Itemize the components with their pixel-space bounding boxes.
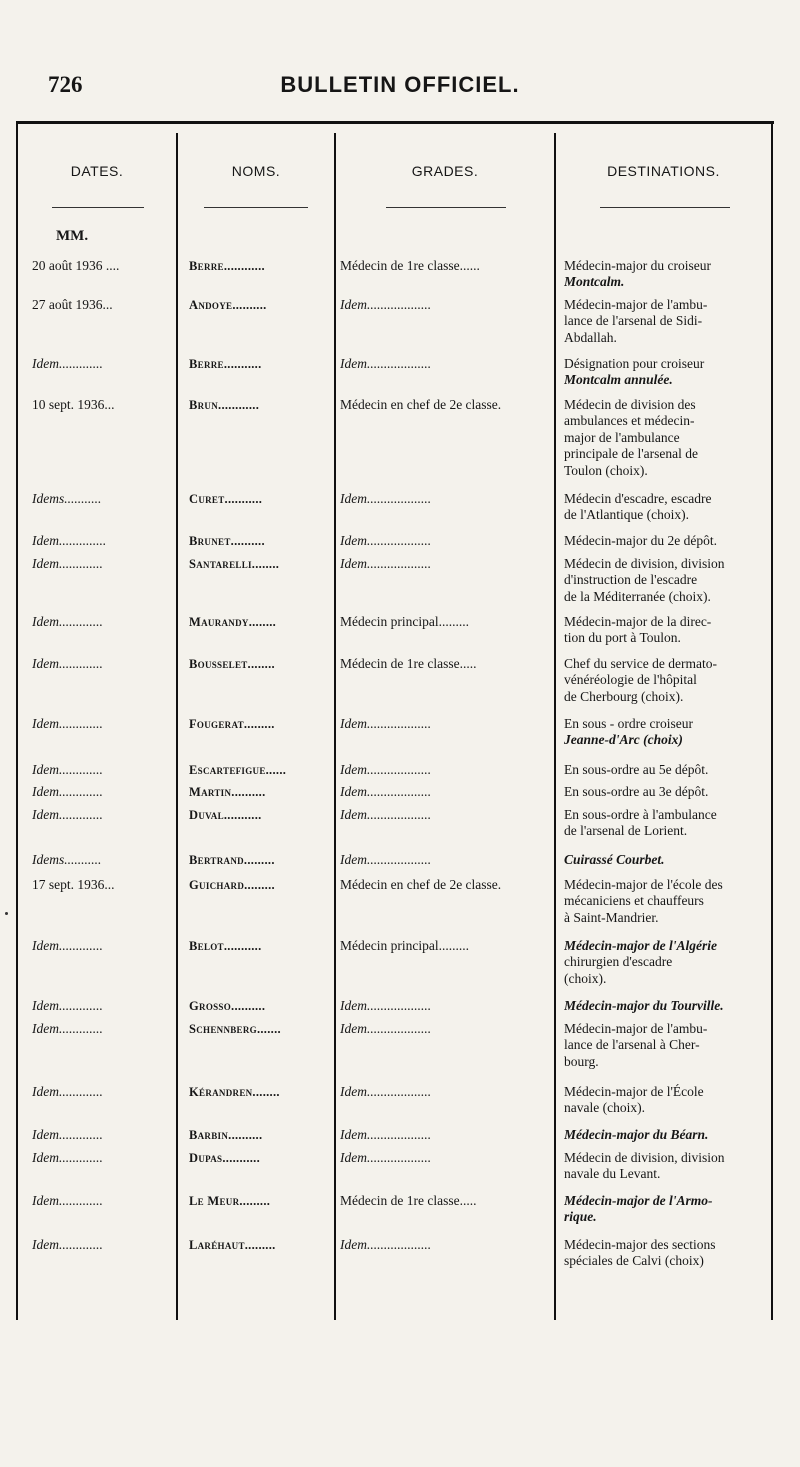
destination-cell (564, 716, 769, 749)
destination-cell (564, 656, 769, 705)
table-top-rule (16, 121, 774, 124)
destination-cell (564, 1193, 769, 1226)
destination-cell (564, 556, 769, 605)
destination-cell (564, 397, 769, 479)
name-cell: Le Meur......... (189, 1194, 271, 1208)
destination-line: Médecin-major du 2e dépôt. (564, 533, 717, 548)
column-rule-dates (176, 133, 178, 1320)
date-cell: 10 sept. 1936... (32, 397, 115, 412)
date-cell: Idem............. (32, 716, 103, 731)
column-header-noms: NOMS. (231, 163, 281, 179)
destination-line: de l'arsenal de Lorient. (564, 823, 688, 839)
destination-cell (564, 762, 769, 778)
destination-line: Médecin-major de l'ambu- (564, 297, 708, 312)
destination-line: Montcalm annulée. (564, 372, 673, 388)
header-underline (204, 207, 308, 208)
destination-cell (564, 533, 769, 549)
grade-cell: Idem................... (340, 807, 432, 822)
name-cell: Curet........... (189, 492, 263, 506)
name-cell: Kérandren........ (189, 1085, 280, 1099)
grade-cell: Idem................... (340, 356, 432, 371)
destination-line: lance de l'arsenal de Sidi- (564, 313, 703, 329)
name-cell: Brunet.......... (189, 534, 265, 548)
destination-line: Jeanne-d'Arc (choix) (564, 732, 683, 748)
header-underline (52, 207, 144, 208)
destination-line: En sous-ordre au 3e dépôt. (564, 784, 709, 799)
destination-line: de la Méditerranée (choix). (564, 588, 711, 604)
name-cell: Duval........... (189, 808, 262, 822)
date-cell: 17 sept. 1936... (32, 877, 115, 892)
destination-cell (564, 938, 769, 987)
name-cell: Belot........... (189, 939, 262, 953)
destination-line: Médecin-major des sections (564, 1237, 716, 1252)
destination-cell (564, 1237, 769, 1270)
date-cell: Idem............. (32, 1237, 103, 1252)
page-header (0, 72, 800, 106)
margin-speck (5, 912, 8, 915)
name-cell: Schennberg....... (189, 1022, 281, 1036)
grade-cell: Idem................... (340, 1084, 432, 1099)
destination-line: Cuirassé Courbet. (564, 852, 665, 867)
name-cell: Grosso.......... (189, 999, 266, 1013)
grade-cell: Médecin de 1re classe..... (340, 1193, 477, 1208)
date-cell: Idem............. (32, 784, 103, 799)
grade-cell: Médecin principal......... (340, 938, 469, 953)
destination-line: Désignation pour croiseur (564, 356, 705, 371)
date-cell: Idem............. (32, 1021, 103, 1036)
destination-cell (564, 877, 769, 926)
grade-cell: Idem................... (340, 1237, 432, 1252)
date-cell: Idem.............. (32, 533, 107, 548)
date-cell: 20 août 1936 .... (32, 258, 120, 273)
date-cell: Idem............. (32, 614, 103, 629)
destination-line: navale du Levant. (564, 1166, 661, 1182)
name-cell: Maurandy........ (189, 615, 277, 629)
grade-cell: Médecin principal......... (340, 614, 469, 629)
destination-cell (564, 998, 769, 1014)
destination-cell (564, 807, 769, 840)
name-cell: Berre........... (189, 357, 262, 371)
destination-line: mécaniciens et chauffeurs (564, 893, 704, 909)
destination-cell (564, 258, 769, 291)
column-rule-grades (554, 133, 556, 1320)
destination-line: Médecin-major de l'école des (564, 877, 723, 892)
destination-cell (564, 614, 769, 647)
column-rule-left (16, 122, 18, 1320)
name-cell: Brun............ (189, 398, 260, 412)
destination-cell (564, 356, 769, 389)
name-cell: Bousselet........ (189, 657, 275, 671)
destination-line: Médecin d'escadre, escadre (564, 491, 712, 506)
destination-line: Médecin-major de l'ambu- (564, 1021, 708, 1036)
grade-cell: Médecin en chef de 2e classe. (340, 397, 502, 412)
destination-line: ambulances et médecin- (564, 413, 695, 429)
destination-line: Médecin-major de l'Algérie (564, 938, 717, 953)
name-cell: Barbin.......... (189, 1128, 263, 1142)
destination-line: Montcalm. (564, 274, 625, 290)
grade-cell: Idem................... (340, 716, 432, 731)
grade-cell: Médecin de 1re classe..... (340, 656, 477, 671)
destination-line: Médecin-major de l'École (564, 1084, 704, 1099)
date-cell: Idem............. (32, 807, 103, 822)
grade-cell: Médecin de 1re classe...... (340, 258, 480, 273)
header-underline (386, 207, 506, 208)
destination-line: tion du port à Toulon. (564, 630, 681, 646)
name-cell: Santarelli........ (189, 557, 280, 571)
destination-line: bourg. (564, 1053, 599, 1069)
date-cell: 27 août 1936... (32, 297, 113, 312)
grade-cell: Idem................... (340, 1127, 432, 1142)
destination-line: En sous - ordre croiseur (564, 716, 693, 731)
destination-line: de l'Atlantique (choix). (564, 507, 690, 523)
destination-line: vénéréologie de l'hôpital (564, 672, 697, 688)
destination-line: Chef du service de dermato- (564, 656, 717, 671)
destination-line: Médecin-major du croiseur (564, 258, 711, 273)
destination-line: spéciales de Calvi (choix) (564, 1253, 704, 1269)
destination-line: major de l'ambulance (564, 429, 680, 445)
date-cell: Idems........... (32, 852, 102, 867)
grade-cell: Idem................... (340, 533, 432, 548)
grade-cell: Idem................... (340, 297, 432, 312)
destination-line: Médecin-major de l'Armo- (564, 1193, 713, 1208)
date-cell: Idems........... (32, 491, 102, 506)
grade-cell: Idem................... (340, 784, 432, 799)
destination-line: à Saint-Mandrier. (564, 909, 659, 925)
grade-cell: Idem................... (340, 1021, 432, 1036)
date-cell: Idem............. (32, 356, 103, 371)
page-number: 726 (48, 72, 83, 97)
grade-cell: Idem................... (340, 998, 432, 1013)
destination-line: Abdallah. (564, 329, 617, 345)
destination-line: (choix). (564, 970, 607, 986)
grade-cell: Idem................... (340, 491, 432, 506)
destination-line: de Cherbourg (choix). (564, 688, 684, 704)
column-rule-right (771, 122, 773, 1320)
destination-line: Toulon (choix). (564, 462, 648, 478)
name-cell: Martin.......... (189, 785, 266, 799)
date-cell: Idem............. (32, 556, 103, 571)
date-cell: Idem............. (32, 1127, 103, 1142)
destination-cell (564, 1021, 769, 1070)
grade-cell: Idem................... (340, 1150, 432, 1165)
name-cell: Laréhaut......... (189, 1238, 276, 1252)
destination-line: Médecin-major du Béarn. (564, 1127, 709, 1142)
name-cell: Berre............ (189, 259, 265, 273)
name-cell: Andoye.......... (189, 298, 267, 312)
header-underline (600, 207, 730, 208)
column-header-grades: GRADES. (411, 163, 479, 179)
destination-cell (564, 852, 769, 868)
grade-cell: Idem................... (340, 852, 432, 867)
date-cell: Idem............. (32, 998, 103, 1013)
destination-line: En sous-ordre au 5e dépôt. (564, 762, 709, 777)
destination-line: Médecin de division, division (564, 1150, 725, 1165)
running-title: BULLETIN OFFICIEL. (280, 72, 520, 97)
destination-cell (564, 1127, 769, 1143)
destination-line: principale de l'arsenal de (564, 446, 698, 462)
grade-cell: Médecin en chef de 2e classe. (340, 877, 502, 892)
date-cell: Idem............. (32, 1084, 103, 1099)
name-cell: Escartefigue...... (189, 763, 287, 777)
destination-line: Médecin-major de la direc- (564, 614, 712, 629)
date-cell: Idem............. (32, 938, 103, 953)
column-header-dates: DATES. (70, 163, 124, 179)
name-cell: Guichard......... (189, 878, 275, 892)
date-cell: Idem............. (32, 656, 103, 671)
destination-line: lance de l'arsenal à Cher- (564, 1037, 700, 1053)
destination-cell (564, 297, 769, 346)
destination-cell (564, 1150, 769, 1183)
destination-line: d'instruction de l'escadre (564, 572, 698, 588)
date-cell: Idem............. (32, 1150, 103, 1165)
destination-cell (564, 1084, 769, 1117)
destination-line: Médecin de division des (564, 397, 696, 412)
section-label: MM. (56, 228, 89, 244)
name-cell: Bertrand......... (189, 853, 275, 867)
date-cell: Idem............. (32, 762, 103, 777)
destination-line: navale (choix). (564, 1100, 645, 1116)
name-cell: Dupas........... (189, 1151, 261, 1165)
destination-line: Médecin de division, division (564, 556, 725, 571)
grade-cell: Idem................... (340, 762, 432, 777)
destination-line: chirurgien d'escadre (564, 954, 673, 970)
grade-cell: Idem................... (340, 556, 432, 571)
destination-cell (564, 491, 769, 524)
destination-cell (564, 784, 769, 800)
date-cell: Idem............. (32, 1193, 103, 1208)
destination-line: Médecin-major du Tourville. (564, 998, 724, 1013)
destination-line: En sous-ordre à l'ambulance (564, 807, 717, 822)
column-header-destinations: DESTINATIONS. (607, 163, 720, 179)
name-cell: Fougerat......... (189, 717, 275, 731)
destination-line: rique. (564, 1209, 597, 1225)
